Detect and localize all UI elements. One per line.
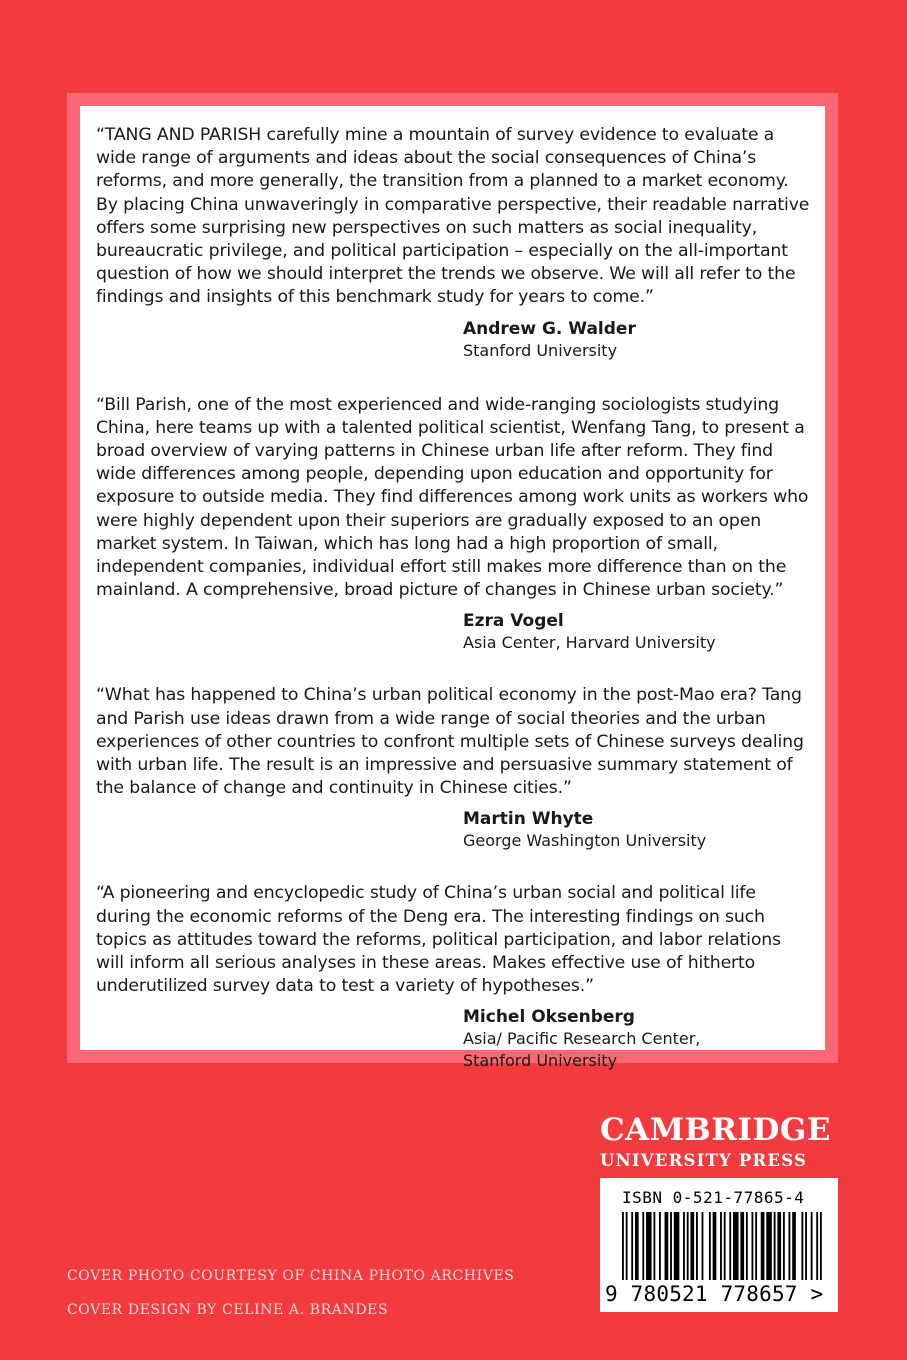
reviewer-affiliation: Asia/ Pacific Research Center, — [463, 1029, 701, 1049]
cover-photo-credit: COVER PHOTO COURTESY OF CHINA PHOTO ARCHIVES — [67, 1268, 515, 1284]
reviewer-affiliation: Stanford University — [463, 340, 618, 360]
review-attribution — [463, 318, 813, 362]
reviewer-name: Andrew G. Walder — [463, 318, 636, 339]
review-oksenberg — [96, 882, 813, 1072]
barcode-label — [600, 1178, 838, 1312]
isbn-number: ISBN 0-521-77865-4 — [622, 1188, 805, 1207]
review-text: “Bill Parish, one of the most experienced and wide-ranging sociologists studying China, here teams up with a talented political scientist, Wenfang Tang, to present a broad overview of varying patterns in Chinese urban life after reform. They find wide differences among people, depending upon education and opportunity for exposure to outside media. They find differences among work units as workers who were highly dependent upon their superiors are gradually exposed to an open market system. In Taiwan, which has long had a high proportion of small, independent companies, individual effort still makes more difference than on the mainland. A comprehensive, broad picture of changes in Chinese urban society.” — [96, 394, 809, 601]
publisher-logo — [600, 1113, 838, 1171]
publisher-subtitle: UNIVERSITY PRESS — [600, 1151, 808, 1170]
review-walder — [96, 124, 813, 362]
reviewer-affiliation: George Washington University — [463, 831, 707, 851]
reviewer-name: Martin Whyte — [463, 809, 594, 830]
review-attribution — [463, 1006, 813, 1072]
review-text: “What has happened to China’s urban political economy in the post-Mao era? Tang and Parish use ideas drawn from a wide range of social theories and the urban experiences of other countries to confront multiple sets of Chinese surveys dealing with urban life. The result is an impressive and persuasive summary statement of the balance of change and continuity in Chinese cities.” — [96, 685, 804, 799]
review-whyte — [96, 684, 813, 852]
cover-design-credit: COVER DESIGN BY CELINE A. BRANDES — [67, 1302, 389, 1318]
review-vogel — [96, 394, 813, 655]
review-attribution — [463, 610, 813, 654]
reviewer-affiliation-line2: Stanford University — [463, 1051, 618, 1071]
publisher-name: CAMBRIDGE — [600, 1112, 831, 1148]
review-text: “A pioneering and encyclopedic study of China’s urban social and political life during the economic reforms of the Deng era. The interesting findings on such topics as attitudes toward the reforms, political participation, and labor relations will inform all serious analyses in these areas. Makes effective use of hitherto underutilized survey data to test a variety of hypotheses.” — [96, 883, 781, 997]
review-attribution — [463, 808, 813, 852]
reviews-panel — [80, 106, 825, 1071]
reviewer-name: Ezra Vogel — [463, 611, 564, 632]
review-text: “TANG AND PARISH carefully mine a mountain of survey evidence to evaluate a wide range of arguments and ideas about the social consequences of China’s reforms, and more generally, the transition from a planned to a market economy. By placing China unwaveringly in comparative perspective, their readable narrative offers some surprising new perspectives on such matters as social inequality, bureaucratic privilege, and political participation – especially on the all-important question of how we should interpret the trends we observe. We will all refer to the findings and insights of this benchmark study for years to come.” — [96, 125, 810, 308]
reviewer-affiliation: Asia Center, Harvard University — [463, 633, 716, 653]
reviewer-name: Michel Oksenberg — [463, 1007, 635, 1028]
barcode-digits: 9 780521 778657 > — [605, 1282, 824, 1306]
